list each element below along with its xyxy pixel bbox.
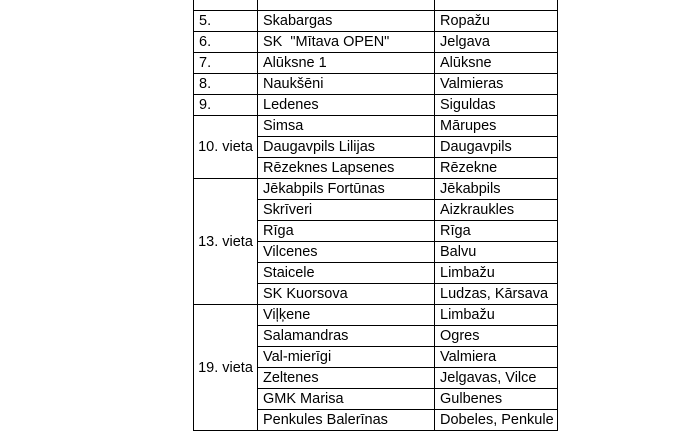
team-cell: Skrīveri bbox=[258, 200, 435, 221]
table-row bbox=[194, 53, 558, 74]
city-cell: Aizkraukles bbox=[435, 200, 558, 221]
team-cell: Vilcenes bbox=[258, 242, 435, 263]
place-cell: 6. bbox=[194, 32, 258, 53]
team-cell: GMK Marisa bbox=[258, 389, 435, 410]
team-cell: Staicele bbox=[258, 263, 435, 284]
city-cell: Ludzas, Kārsava bbox=[435, 284, 558, 305]
team-cell: Simsa bbox=[258, 116, 435, 137]
team-cell: Skabargas bbox=[258, 11, 435, 32]
table-row bbox=[194, 74, 558, 95]
team-cell: Viļķene bbox=[258, 305, 435, 326]
city-cell: Limbažu bbox=[435, 263, 558, 284]
place-group-cell: 10. vieta bbox=[194, 116, 258, 179]
team-cell: Jēkabpils Fortūnas bbox=[258, 179, 435, 200]
city-cell: Limbažu bbox=[435, 305, 558, 326]
city-cell: Valmiera bbox=[435, 347, 558, 368]
city-cell: Rēzekne bbox=[435, 158, 558, 179]
city-cell: Gulbenes bbox=[435, 389, 558, 410]
team-cell: Ledenes bbox=[258, 95, 435, 116]
place-cell bbox=[194, 0, 258, 11]
team-cell: Daugavpils Lilijas bbox=[258, 137, 435, 158]
city-cell: Jelgava bbox=[435, 32, 558, 53]
table-row bbox=[194, 305, 558, 326]
place-cell: 8. bbox=[194, 74, 258, 95]
place-cell: 9. bbox=[194, 95, 258, 116]
team-cell: Salamandras bbox=[258, 326, 435, 347]
city-cell: Balvu bbox=[435, 242, 558, 263]
city-cell: Jelgavas, Vilce bbox=[435, 368, 558, 389]
city-cell: Valmieras bbox=[435, 74, 558, 95]
city-cell: Mārupes bbox=[435, 116, 558, 137]
city-cell: Alūksne bbox=[435, 53, 558, 74]
city-cell: Dobeles, Penkule bbox=[435, 410, 558, 431]
team-cell: Rīga bbox=[258, 221, 435, 242]
team-cell: Val-mierīgi bbox=[258, 347, 435, 368]
team-cell: Zeltenes bbox=[258, 368, 435, 389]
city-cell: Daugavpils bbox=[435, 137, 558, 158]
city-cell: Jēkabpils bbox=[435, 179, 558, 200]
place-cell: 7. bbox=[194, 53, 258, 74]
team-cell: SK "Mītava OPEN" bbox=[258, 32, 435, 53]
table-row bbox=[194, 116, 558, 137]
team-cell bbox=[258, 0, 435, 11]
place-group-cell: 13. vieta bbox=[194, 179, 258, 305]
place-cell: 5. bbox=[194, 11, 258, 32]
team-cell: Rēzeknes Lapsenes bbox=[258, 158, 435, 179]
city-cell bbox=[435, 0, 558, 11]
city-cell: Siguldas bbox=[435, 95, 558, 116]
table-row bbox=[194, 32, 558, 53]
team-cell: Alūksne 1 bbox=[258, 53, 435, 74]
place-group-cell: 19. vieta bbox=[194, 305, 258, 431]
table-row bbox=[194, 179, 558, 200]
team-cell: Penkules Balerīnas bbox=[258, 410, 435, 431]
city-cell: Rīga bbox=[435, 221, 558, 242]
table-row bbox=[194, 0, 558, 11]
results-table-body bbox=[194, 0, 558, 431]
city-cell: Ogres bbox=[435, 326, 558, 347]
team-cell: Naukšēni bbox=[258, 74, 435, 95]
table-row bbox=[194, 95, 558, 116]
results-table bbox=[193, 0, 558, 431]
city-cell: Ropažu bbox=[435, 11, 558, 32]
table-row bbox=[194, 11, 558, 32]
team-cell: SK Kuorsova bbox=[258, 284, 435, 305]
